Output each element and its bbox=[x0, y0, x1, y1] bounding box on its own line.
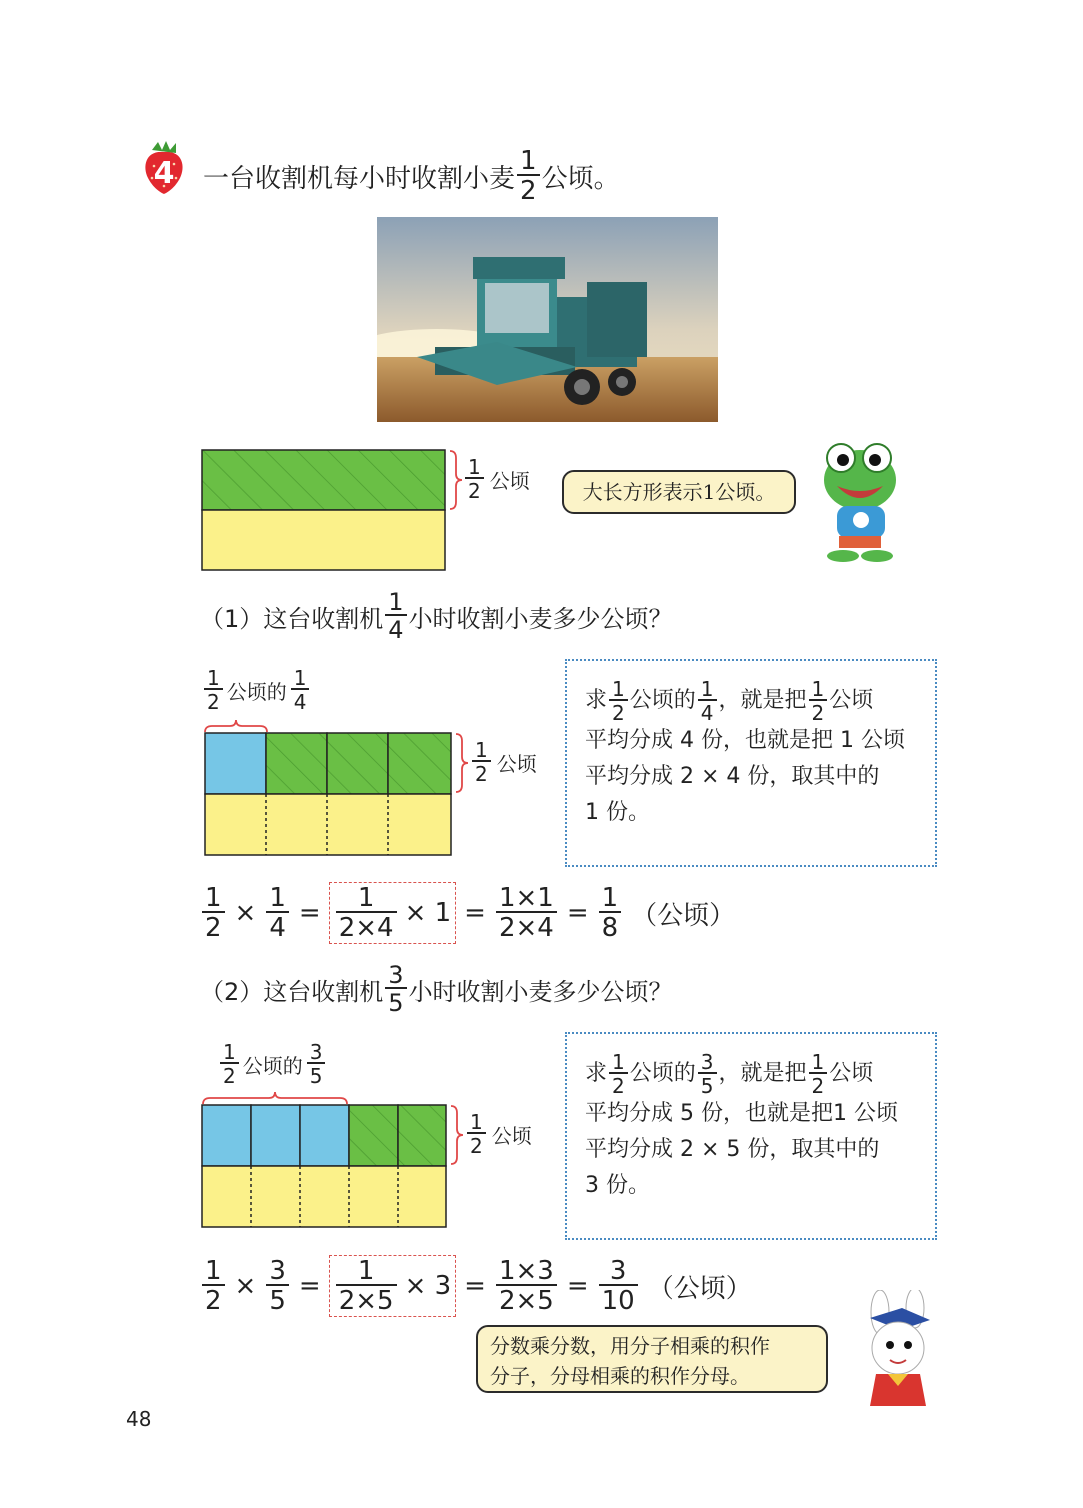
q2-highlight-box: $\frac{1}{2\times 5}$ × 3 bbox=[329, 1255, 456, 1317]
q1-equation: $\frac{1}{2}$ × $\frac{1}{4}$ = $\frac{1}{2\times 4}$ × 1 = $\frac{1\times 1}{2\times 4}$ = $\frac{1}{8}$ （公顷） bbox=[200, 882, 735, 944]
q1-top-brace bbox=[204, 718, 268, 732]
rabbit-mascot bbox=[850, 1290, 945, 1415]
top-rectangle bbox=[201, 449, 446, 571]
combine-harvester-icon bbox=[377, 217, 718, 422]
harvester-photo bbox=[377, 217, 718, 422]
q2-equation: $\frac{1}{2}$ × $\frac{3}{5}$ = $\frac{1}{2\times 5}$ × 3 = $\frac{1\times 3}{2\times 5}$ = $\frac{3}{10}$ （公顷） bbox=[200, 1255, 752, 1317]
q1-explain-box: 求 $\frac{1}{2}$ 公顷的 $\frac{1}{4}$ ，就是把 $\frac{1}{2}$ 公顷 平均分成 4 份，也就是把 1 公顷 平均分成 2 × 4 份，取其中的 1 份。 bbox=[565, 659, 937, 867]
intro-text: 一台收割机每小时收割小麦 bbox=[203, 163, 516, 194]
q1-side-brace bbox=[454, 733, 470, 793]
q2-top-brace bbox=[202, 1090, 348, 1104]
rabbit-speech-bubble: 分数乘分数，用分子相乘的积作 分子，分母相乘的积作分母。 bbox=[476, 1325, 828, 1393]
example-badge bbox=[140, 140, 188, 194]
yellow-half bbox=[202, 510, 445, 570]
rabbit-icon bbox=[850, 1290, 945, 1415]
q2-side-label: $\frac{1}{2}$ 公顷 bbox=[465, 1112, 532, 1156]
intro-fraction: $\frac{1}{2}$ bbox=[517, 148, 540, 204]
example-intro bbox=[203, 148, 620, 204]
q2-explain-box: 求 $\frac{1}{2}$ 公顷的 $\frac{3}{5}$ ，就是把 $\frac{1}{2}$ 公顷 平均分成 5 份，也就是把1 公顷 平均分成 2 × 5 份，取其中的 3 份。 bbox=[565, 1032, 937, 1240]
q1-top-label: $\frac{1}{2}$ 公顷的 $\frac{1}{4}$ bbox=[202, 668, 311, 712]
q1-side-label: $\frac{1}{2}$ 公顷 bbox=[470, 740, 537, 784]
intro-tail: 公顷。 bbox=[541, 163, 620, 194]
green-half bbox=[202, 450, 445, 510]
q2-side-brace bbox=[449, 1105, 465, 1165]
page-number: 48 bbox=[126, 1407, 152, 1431]
frog-speech-bubble: 大长方形表示1公顷。 bbox=[562, 470, 796, 514]
frog-mascot bbox=[815, 440, 905, 565]
example-number: 4 bbox=[153, 156, 175, 191]
q2-diagram bbox=[201, 1104, 447, 1228]
q1-title: （1）这台收割机 $\frac{1}{4}$ 小时收割小麦多少公顷？ bbox=[200, 588, 673, 644]
top-brace bbox=[448, 450, 464, 510]
top-side-label: $\frac{1}{2}$ 公顷 bbox=[463, 457, 530, 501]
q2-top-label: $\frac{1}{2}$ 公顷的 $\frac{3}{5}$ bbox=[218, 1042, 327, 1086]
q1-diagram bbox=[204, 732, 452, 856]
frog-icon bbox=[815, 440, 905, 565]
q1-highlight-box: $\frac{1}{2\times 4}$ × 1 bbox=[329, 882, 456, 944]
q1-blue-part bbox=[205, 733, 266, 794]
q2-title: （2）这台收割机 $\frac{3}{5}$ 小时收割小麦多少公顷？ bbox=[200, 961, 673, 1017]
